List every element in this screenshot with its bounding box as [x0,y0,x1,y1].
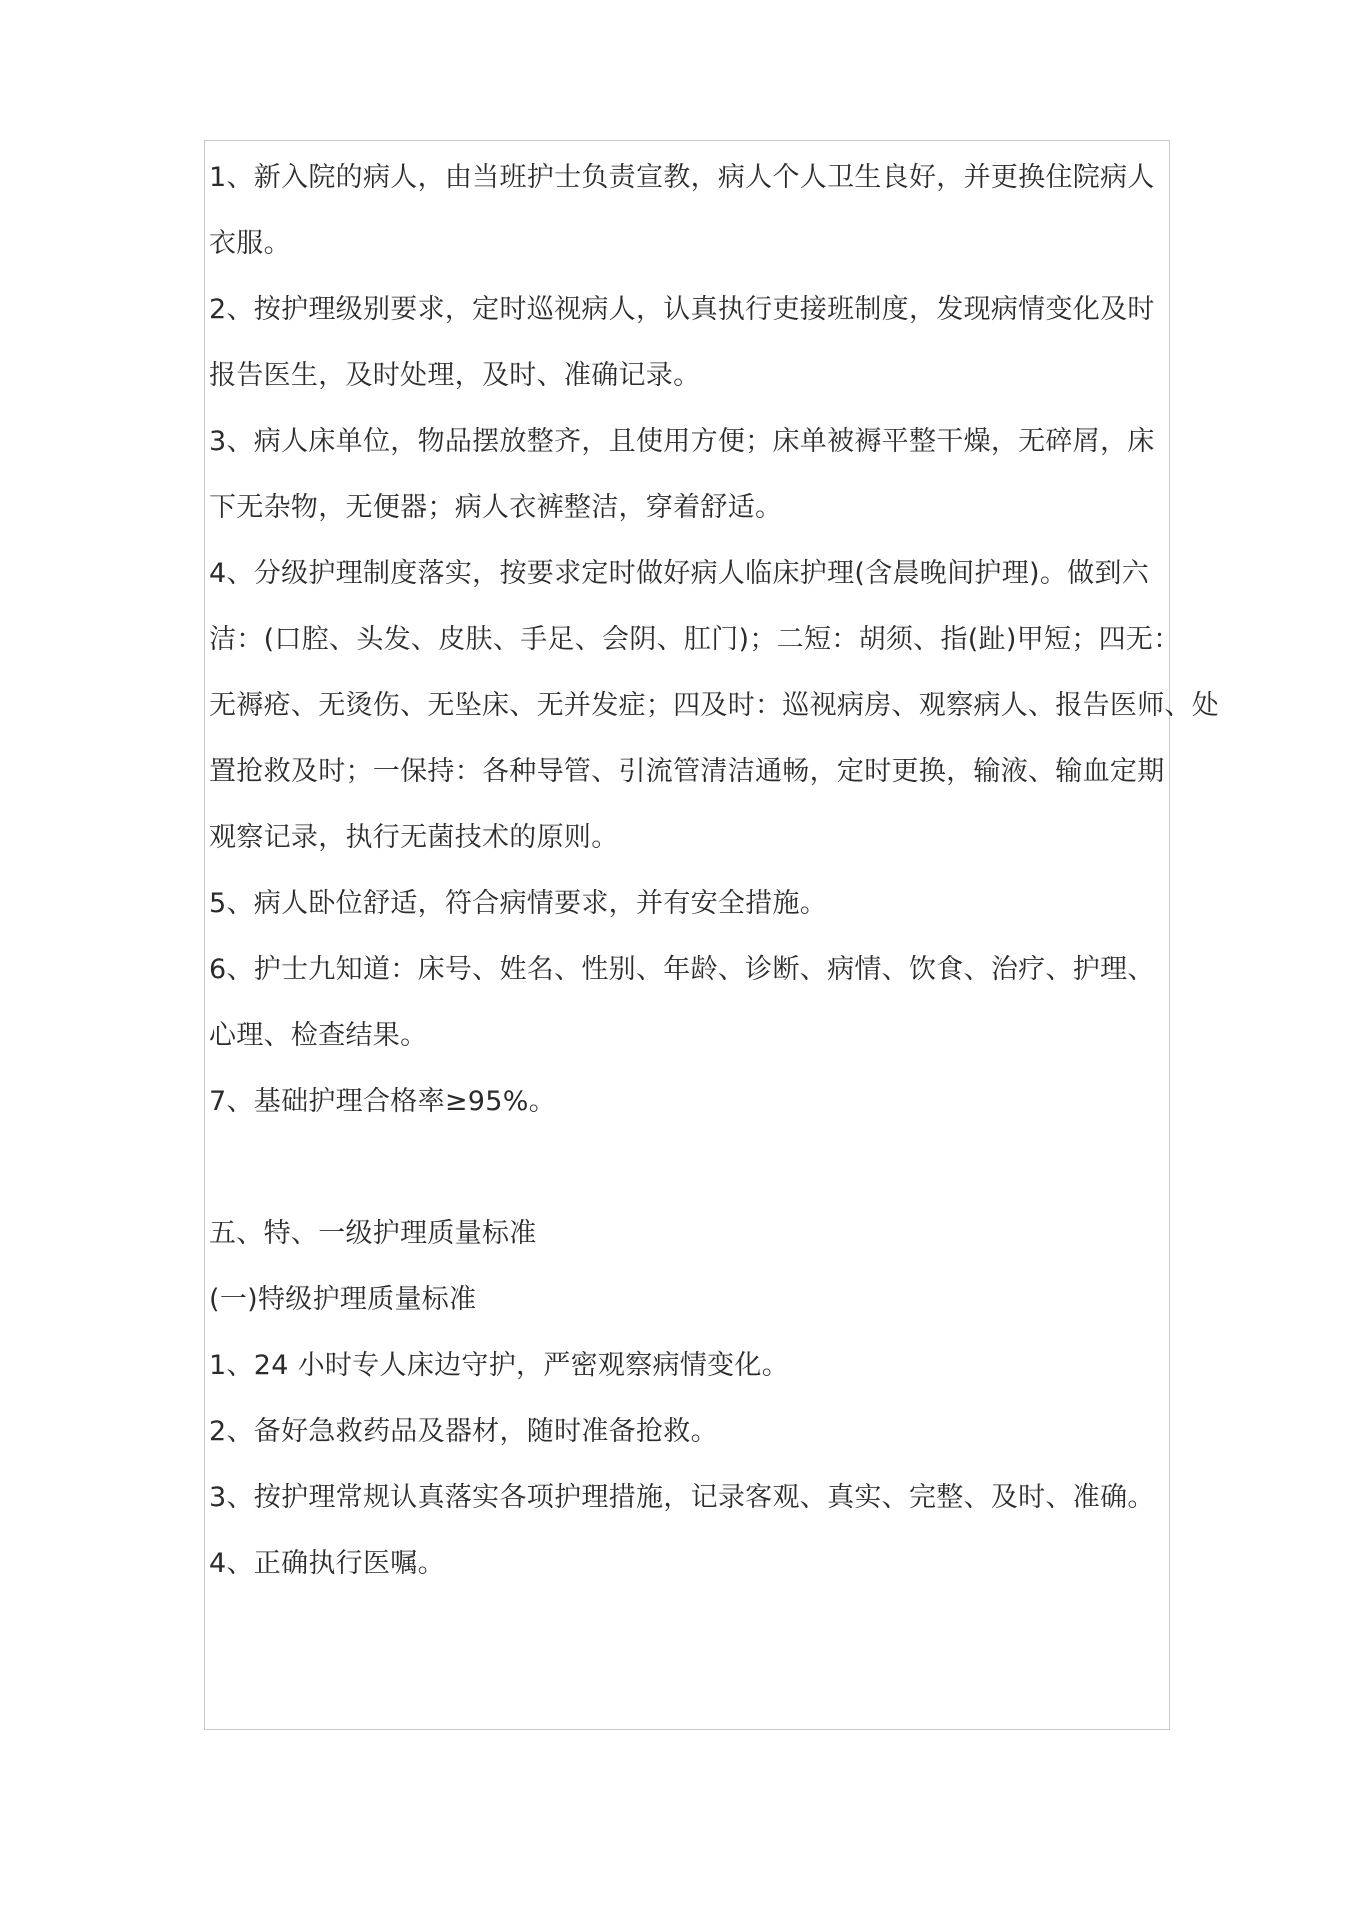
paragraph-line: 2、备好急救药品及器材，随时准备抢救。 [209,1416,718,1447]
paragraph-line: 洁：(口腔、头发、皮肤、手足、会阴、肛门)；二短：胡须、指(趾)甲短；四无： [209,624,1181,655]
paragraph-line: 6、护士九知道：床号、姓名、性别、年龄、诊断、病情、饮食、治疗、护理、 [209,954,1155,985]
paragraph-line: 2、按护理级别要求，定时巡视病人，认真执行吏接班制度，发现病情变化及时 [209,294,1155,325]
paragraph-line: 4、分级护理制度落实，按要求定时做好病人临床护理(含晨晚间护理)。做到六 [209,558,1150,589]
paragraph-line: 下无杂物，无便器；病人衣裤整洁，穿着舒适。 [209,492,783,523]
paragraph-line: 衣服。 [209,228,291,259]
paragraph-line: 无褥疮、无烫伤、无坠床、无并发症；四及时：巡视病房、观察病人、报告医师、处 [209,690,1220,721]
paragraph-line: 7、基础护理合格率≥95%。 [209,1086,557,1117]
section-heading: 五、特、一级护理质量标准 [209,1218,537,1249]
paragraph-line: 报告医生，及时处理，及时、准确记录。 [209,360,701,391]
paragraph-line: 3、病人床单位，物品摆放整齐，且使用方便；床单被褥平整干燥，无碎屑，床 [209,426,1155,457]
paragraph-line: 心理、检查结果。 [209,1020,428,1051]
subsection-heading: (一)特级护理质量标准 [209,1284,477,1315]
paragraph-line: 5、病人卧位舒适，符合病情要求，并有安全措施。 [209,888,828,919]
paragraph-line: 1、新入院的病人，由当班护士负责宣教，病人个人卫生良好，并更换住院病人 [209,162,1155,193]
paragraph-line: 置抢救及时；一保持：各种导管、引流管清洁通畅，定时更换，输液、输血定期 [209,756,1165,787]
paragraph-line: 观察记录，执行无菌技术的原则。 [209,822,619,853]
paragraph-line: 3、按护理常规认真落实各项护理措施，记录客观、真实、完整、及时、准确。 [209,1482,1155,1513]
paragraph-line: 1、24 小时专人床边守护，严密观察病情变化。 [209,1350,790,1381]
paragraph-line: 4、正确执行医嘱。 [209,1548,445,1579]
